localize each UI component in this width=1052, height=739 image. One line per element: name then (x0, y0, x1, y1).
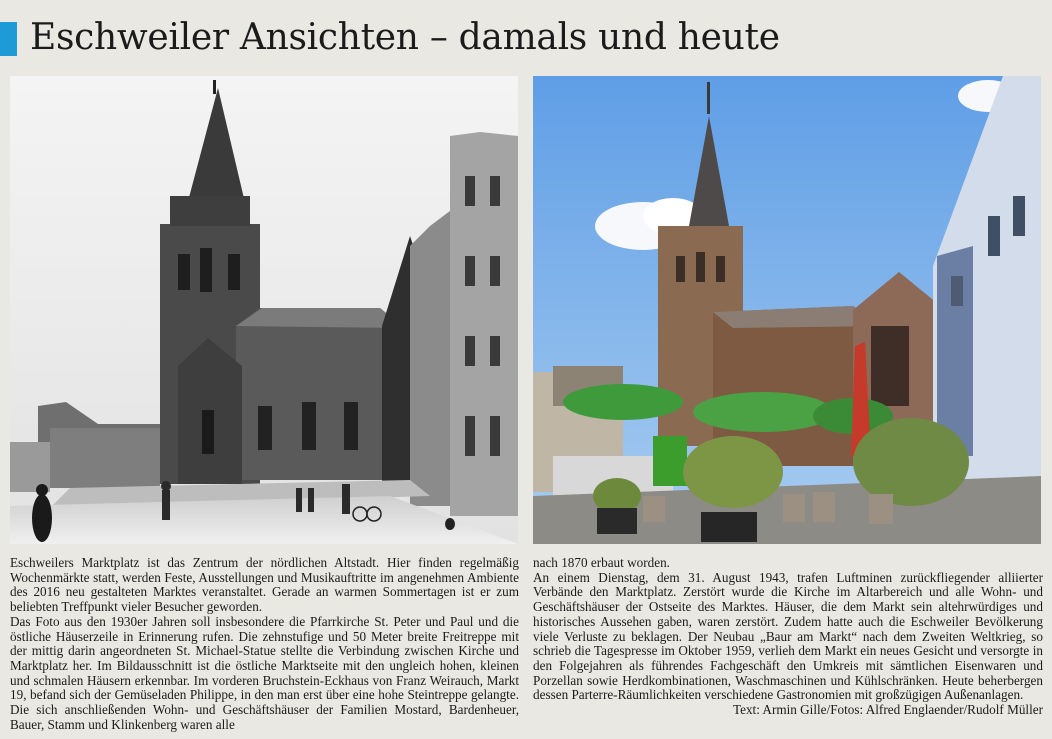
article-paragraph: Eschweilers Marktplatz ist das Zentrum der nördlichen Altstadt. Hier finden regelmäßig Wochenmärkte statt, werden Feste, Ausstellungen und Musikauftritte im angenehmen Ambiente des 2016 neu gestalteten Marktes veranstaltet. Gerade an warmen Sommertagen ist er zum beliebten Treffpunkt vieler Besucher geworden. (10, 555, 519, 615)
headline-accent-bar (0, 22, 17, 56)
article-column-left (10, 556, 519, 732)
historic-marketplace-photo (10, 76, 518, 544)
article-paragraph: nach 1870 erbaut worden. (533, 555, 670, 570)
photo-text-credit: Text: Armin Gille/Fotos: Alfred Englaender/Rudolf Müller (732, 702, 1043, 718)
article-paragraph: An einem Dienstag, dem 31. August 1943, trafen Luftminen zurückfliegender alliierter Verbände den Marktplatz. Zerstört wurde die Kirche im Altarbereich und alle Wohn- und Geschäftshäuser der Ostseite des Marktes. Häuser, die dem Markt sein altehrwürdiges und historisches Aussehen gaben, waren zerstört. Zudem hatte auch die Eschweiler Bevölkerung viele Verluste zu beklagen. Der Neubau „Baur am Markt“ nach dem Zweiten Weltkrieg, so schrieb die Tagespresse im Oktober 1959, verlieh dem Markt ein neues Gesicht und versorgte in den Folgejahren als führendes Fachgeschäft den Umkreis mit sämtlichen Eisenwaren und Porzellan sowie Herdkombinationen, Waschmaschinen und Kühlschränken. Heute beherbergen dessen Parterre-Räumlichkeiten verschiedene Gastronomien mit großzügigen Außenanlagen. (533, 569, 1043, 703)
article-column-right (533, 556, 1043, 718)
article-headline: Eschweiler Ansichten – damals und heute (30, 17, 780, 58)
article-paragraph: Das Foto aus den 1930er Jahren soll insbesondere die Pfarrkirche St. Peter und Paul und die östliche Häuserzeile in Erinnerung rufen. Die zehnstufige und 50 Meter breite Freitreppe mit der mittig darin angeordneten St. Michael-Statue stellte die Verbindung zwischen Kirche und Marktplatz her. Im Bildausschnitt ist die östliche Marktseite mit den ungleich hohen, kleinen und schmalen Häusern erkennbar. Im vorderen Bruchstein-Eckhaus von Franz Weirauch, Markt 19, befand sich der Gemüseladen Philippe, in den man erst über eine hohe Steintreppe gelangte. Die sich anschließenden Wohn- und Geschäftshäuser der Familien Mostard, Bardenheuer, Bauer, Stamm und Klinkenberg waren alle (10, 613, 519, 732)
modern-marketplace-photo (533, 76, 1041, 544)
